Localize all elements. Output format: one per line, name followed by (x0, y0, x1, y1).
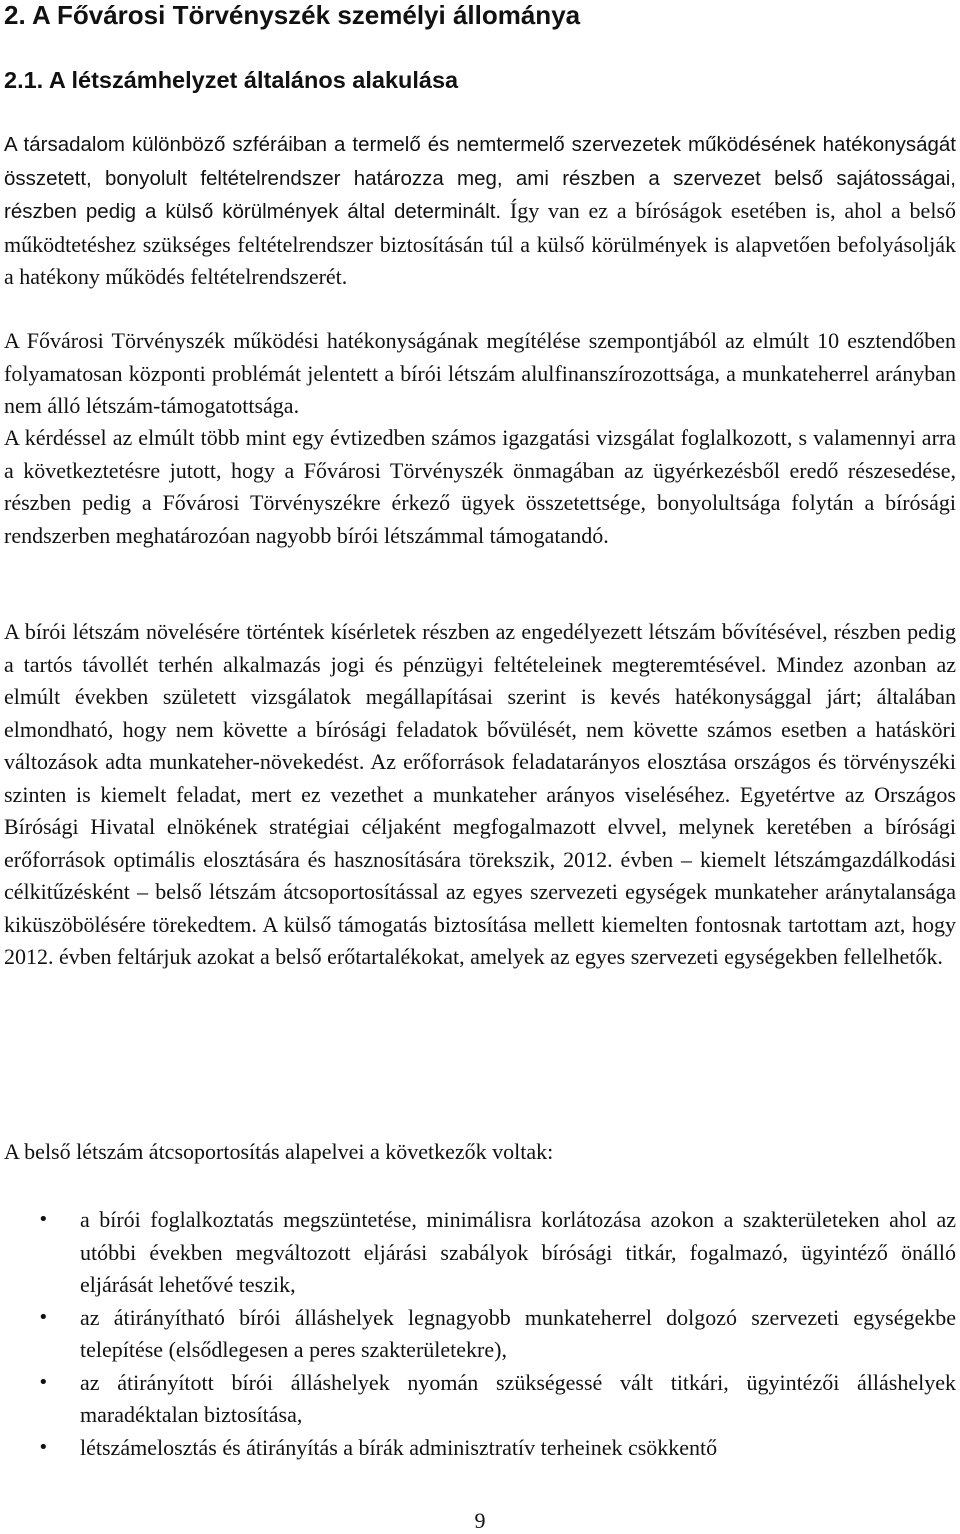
paragraph-4: A bírói létszám növelésére történtek kísérletek részben az engedélyezett létszám bővítésével, részben pedig a tartós távollét terhén alkalmazás jogi és pénzügyi feltételeinek megteremtésével. Mindez azonban az elmúlt években született vizsgálatok megállapításai szerint is kevés hatékonysággal járt; általában elmondható, hogy nem követte a bírósági feladatok bővülését, nem követte számos esetben a hatásköri változások adta munkateher-növekedést. Az erőforrások feladatarányos elosztása országos és törvényszéki szinten is kiemelt feladat, mert ez vezethet a munkateher arányos viseléséhez. Egyetértve az Országos Bírósági Hivatal elnökének stratégiai céljaként megfogalmazott elvvel, melynek keretében a bírósági erőforrások optimális elosztására és hasznosítására törekszik, 2012. évben – kiemelt létszámgazdálkodási célkitűzésként – belső létszám átcsoportosítással az egyes szervezeti egységek munkateher aránytalansága kiküszöbölésére törekedtem. A külső támogatás biztosítása mellett kiemelten fontosnak tartottam azt, hogy 2012. évben feltárjuk azokat a belső erőtartalékokat, amelyek az egyes szervezeti egységekben fellelhetők. (4, 619, 956, 969)
list-item-text: a bírói foglalkoztatás megszüntetése, minimálisra korlátozása azokon a szakterületeken ahol az utóbbi években megváltozott eljárási szabályok bírósági titkár, fogalmazó, ügyintéző önálló eljárását lehetővé teszik, (80, 1207, 956, 1297)
paragraph-1-sans-part: A társadalom különböző szféráiban a termelő és nemtermelő szervezetek működésének hatékonyságát összetett, bonyolult feltételrendszer határozza meg, ami részben a szervezet belső sajátosságai, részben pedig a külső körülmények által determinált. (4, 133, 956, 223)
list-item-text: az átirányítható bírói álláshelyek legnagyobb munkateherrel dolgozó szervezeti egységekbe telepítése (elsődlegesen a peres szakterületekre), (80, 1304, 956, 1362)
bullet-icon: • (38, 1209, 49, 1230)
list-item-text: létszámelosztás és átirányítás a bírák adminisztratív terheinek csökkentő (80, 1434, 718, 1460)
list-item (4, 1367, 956, 1432)
paragraph-2: A Fővárosi Törvényszék működési hatékonyságának megítélése szempontjából az elmúlt 10 esztendőben folyamatosan központi problémát jelentett a bírói létszám alulfinanszírozottsága, a munkateherrel arányban nem álló létszám-támogatottsága. (4, 328, 956, 418)
paragraph-5: A belső létszám átcsoportosítás alapelvei a következők voltak: (4, 1139, 554, 1164)
section-heading: 2. A Fővárosi Törvényszék személyi állománya (4, 0, 581, 30)
paragraph-3: A kérdéssel az elmúlt több mint egy évtizedben számos igazgatási vizsgálat foglalkozott, s valamennyi arra a következtetésre jutott, hogy a Fővárosi Törvényszék önmagában az ügyérkezésből eredő részesedése, részben pedig a Fővárosi Törvényszékre érkező ügyek összetettsége, bonyolultsága folytán a bírósági rendszerben meghatározóan nagyobb bírói létszámmal támogatandó. (4, 425, 956, 548)
list-item (4, 1204, 956, 1302)
page-number: 9 (474, 1508, 486, 1533)
list-item (4, 1432, 956, 1465)
bullet-icon: • (38, 1306, 49, 1328)
paragraph-1-serif-part: Így van ez a bíróságok esetében is, ahol a belső működtetéshez szükséges feltételrendszer biztosításán túl a külső körülmények is alapvetően befolyásolják a hatékony működés feltételrendszerét. (4, 198, 956, 289)
principles-list (4, 1204, 956, 1464)
bullet-icon: • (38, 1436, 49, 1458)
list-item-text: az átirányított bírói álláshelyek nyomán szükségessé vált titkári, ügyintézői álláshelyek maradéktalan biztosítása, (80, 1369, 956, 1427)
paragraph-1 (4, 128, 956, 294)
list-item (4, 1302, 956, 1367)
bullet-icon: • (38, 1371, 49, 1393)
subsection-heading: 2.1. A létszámhelyzet általános alakulása (4, 67, 459, 93)
